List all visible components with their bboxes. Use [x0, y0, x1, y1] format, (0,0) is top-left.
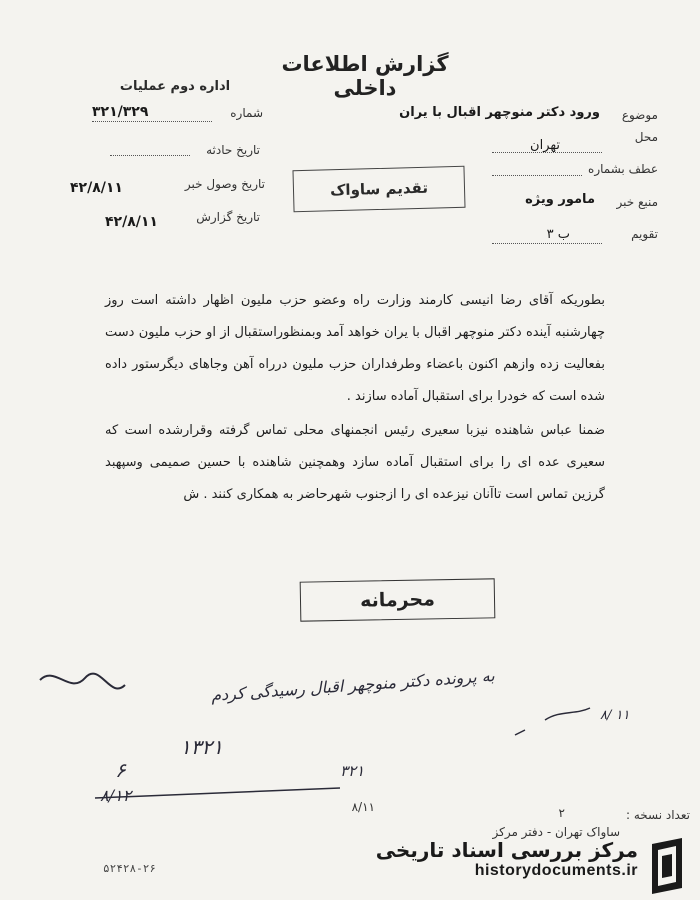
number-dots — [92, 121, 212, 122]
source-value: مامور ویژه — [525, 192, 595, 207]
location-value: تهران — [530, 138, 560, 153]
subject-label: موضوع — [621, 108, 658, 122]
watermark — [376, 838, 638, 880]
ref-label: عطف بشماره — [588, 162, 658, 176]
body-paragraph-2: ضمنا عباس شاهنده نیزبا سعیری رئیس انجمنهای محلی تماس گرفته وقرارشده است که سعیری عده ای را برای استقبال آماده سازد وهمچنین شاهنده با حسین صمیمی وسپهبد گرزین تماس است تاآنان نیزعده ای را ازجنوب شهرحاضر به همکاری کنند . ش — [105, 423, 605, 502]
recipient-line: ساواک تهران - دفتر مرکز — [492, 825, 620, 839]
confidential-stamp: محرمانه — [300, 578, 496, 621]
report-date-label: تاریخ گزارش — [196, 210, 260, 224]
report-body — [105, 285, 605, 513]
ref-dots — [492, 175, 582, 176]
signature-scribble — [40, 674, 125, 689]
number-label: شماره — [230, 106, 263, 120]
side-mark-2 — [515, 730, 525, 735]
department-label: اداره دوم عملیات — [119, 79, 231, 94]
report-date-value: ۴۲/۸/۱۱ — [105, 214, 158, 230]
handwritten-number: ۱۳۲۱ — [180, 735, 223, 759]
assessment-value: ب ۳ — [546, 227, 570, 242]
incident-date-label: تاریخ حادثه — [206, 143, 260, 157]
subject-value: ورود دکتر منوچهر اقبال با یران — [399, 105, 600, 120]
underline-stroke — [95, 788, 340, 798]
side-mark-1 — [545, 708, 590, 720]
handwritten-note-main: به پرونده دکتر منوچهر اقبال رسیدگی کردم — [210, 665, 496, 705]
document-code: ۵۲۴۲۸-۲۶ — [103, 862, 156, 875]
official-stamp: تقدیم ساواک — [292, 166, 465, 212]
location-dots — [492, 152, 602, 153]
source-label: منبع خبر — [616, 195, 658, 209]
assessment-label: تقویم — [631, 227, 658, 241]
handwritten-bottom-date: ۸/۱۲ — [100, 786, 132, 805]
receipt-date-label: تاریخ وصول خبر — [184, 177, 265, 191]
watermark-title: مرکز بررسی اسناد تاریخی — [375, 838, 638, 862]
archive-logo-icon — [644, 836, 690, 896]
copies-label: تعداد نسخه : — [625, 808, 690, 822]
handwritten-side-date: ۸/ ۱۱ — [600, 708, 630, 723]
incident-date-dots — [110, 155, 190, 156]
handwritten-num2: ۳۲۱ — [340, 762, 365, 780]
receipt-date-value: ۴۲/۸/۱۱ — [70, 180, 123, 196]
body-paragraph-1: بطوریکه آقای رضا انیسی کارمند وزارت راه وعضو حزب ملیون اظهار داشته است روز چهارشنبه آینده دکتر منوچهر اقبال با یران خواهد آمد وبمنظوراستقبال از او حزب ملیون دست بفعالیت زده وازهم اکنون باعضاء وطرفداران حزب ملیون درراه آهن وجاهای دیگرستور داده شده است که خودرا برای استقبال آماده سازند . — [105, 293, 605, 404]
watermark-url: historydocuments.ir — [474, 862, 638, 879]
handwritten-initial: ۶ — [115, 758, 126, 782]
assessment-dots — [492, 243, 602, 244]
distribution-date: ۸/۱۱ — [351, 800, 375, 814]
location-label: محل — [634, 130, 658, 144]
number-value: ۳۲۱/۳۲۹ — [92, 104, 149, 120]
copies-value: ۲ — [558, 806, 565, 820]
report-title: گزارش اطلاعات داخلی — [281, 52, 449, 100]
